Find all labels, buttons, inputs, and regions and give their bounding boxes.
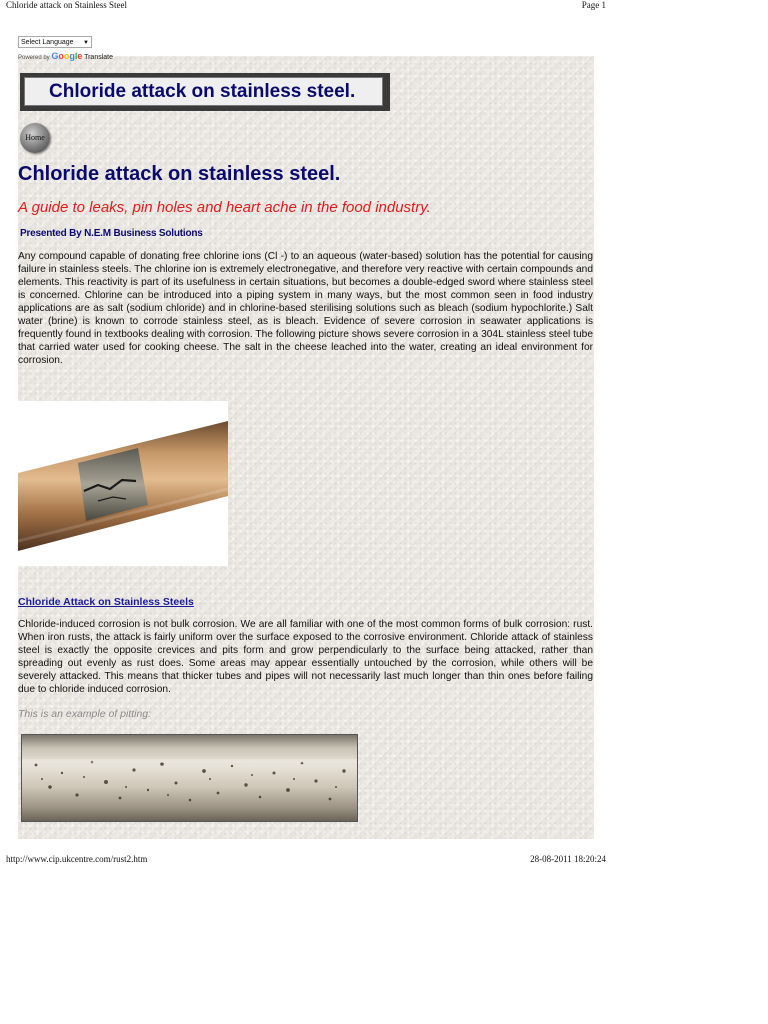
intro-paragraph: Any compound capable of donating free chlorine ions (Cl -) to an aqueous (water-based) solution has the potential for causing failure in stainless steels. The chlorine ion is extremely electronegative, and therefore very reactive with certain compounds and elements. This reactivity is part of its usefulness in certain situations, but becomes a double-edged sword where stainless steel is concerned. Chlorine can be introduced into a piping system in many ways, but the most common seen in food industry applications are as salt (sodium chloride) and in chlorine-based sterilising solutions such as bleach (sodium hypochlorite.) Salt water (brine) is known to corrode stainless steel, as is bleach. Evidence of severe corrosion in seawater applications is frequently found in textbooks dealing with corrosion. The following picture shows severe corrosion in a 304L stainless steel tube that carried water used for cooking cheese. The salt in the cheese leached into the water, creating an ideal environment for corrosion. [18, 251, 593, 366]
powered-by-label: Powered by [18, 55, 50, 61]
pitting-tube-photo [21, 734, 358, 822]
print-header-title: Chloride attack on Stainless Steel [6, 0, 127, 10]
language-select[interactable] [18, 36, 92, 48]
language-select-label: Select Language [21, 39, 74, 46]
print-header [6, 0, 606, 12]
print-footer-timestamp: 28-08-2011 18:20:24 [530, 854, 606, 864]
pitting-caption: This is an example of pitting: [18, 708, 152, 720]
google-translate-widget [18, 36, 113, 61]
pitting-paragraph: Chloride-induced corrosion is not bulk corrosion. We are all familiar with one of the most common forms of bulk corrosion: rust. When iron rusts, the attack is fairly uniform over the surface exposed to the corrosive environment. Chloride attack of stainless steel is exactly the opposite crevices and pits form and grow perpendicularly to the surface being attacked, rather than spreading out evenly as rust does. Some areas may appear essentially untouched by the corrosion, while others will be severely attacked. This means that thicker tubes and pipes will not necessarily last much longer than thin ones before failing due to chloride induced corrosion. [18, 619, 593, 695]
home-button-label: Home [25, 133, 45, 142]
powered-by [18, 51, 113, 61]
page-subtitle: A guide to leaks, pin holes and heart ache in the food industry. [18, 199, 431, 216]
presented-by: Presented By N.E.M Business Solutions [20, 228, 203, 239]
title-banner [20, 73, 390, 111]
home-button[interactable] [20, 123, 50, 153]
section-link[interactable]: Chloride Attack on Stainless Steels [18, 596, 194, 608]
print-footer [6, 854, 606, 866]
print-header-page: Page 1 [581, 0, 606, 10]
banner-title: Chloride attack on stainless steel. [24, 77, 383, 106]
print-footer-url: http://www.cip.ukcentre.com/rust2.htm [6, 854, 148, 864]
chevron-down-icon: ▼ [83, 40, 89, 46]
corroded-tube-photo [18, 401, 228, 566]
translate-link[interactable]: Translate [84, 54, 113, 61]
google-logo: Google [51, 51, 83, 61]
page-title: Chloride attack on stainless steel. [18, 163, 341, 185]
